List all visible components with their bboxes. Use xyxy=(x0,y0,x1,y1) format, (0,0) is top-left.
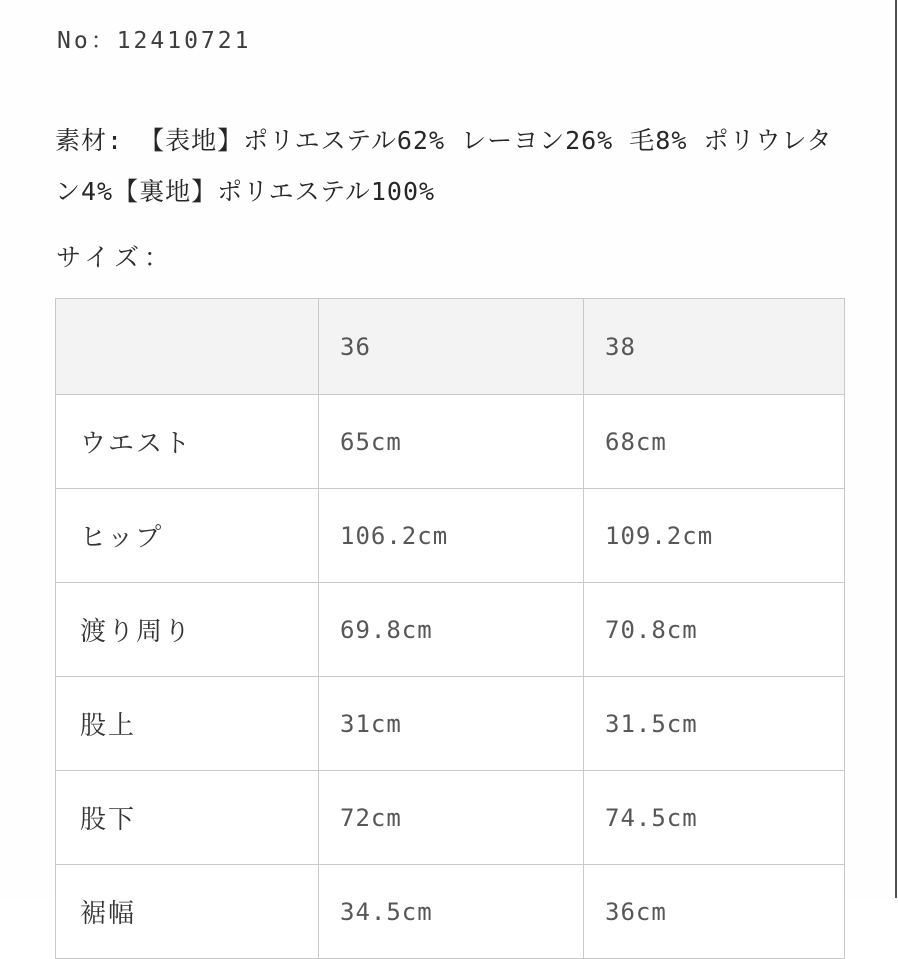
measurement-value-36: 69.8cm xyxy=(319,583,584,677)
screen-right-edge-line xyxy=(895,0,897,898)
size-column-header-blank xyxy=(56,299,319,395)
size-table-header-row xyxy=(56,299,845,395)
size-section-label: サイズ： xyxy=(56,243,175,272)
table-row-hem xyxy=(56,865,845,959)
material-label: 素材: xyxy=(55,126,124,155)
measurement-label: 股上 xyxy=(56,677,319,771)
table-row-rise xyxy=(56,677,845,771)
material-paragraph xyxy=(55,115,837,217)
measurement-value-38: 36cm xyxy=(584,865,845,959)
measurement-value-38: 70.8cm xyxy=(584,583,845,677)
size-table xyxy=(55,298,845,959)
measurement-label: 裾幅 xyxy=(56,865,319,959)
measurement-value-36: 34.5cm xyxy=(319,865,584,959)
measurement-value-36: 31cm xyxy=(319,677,584,771)
table-row-hip xyxy=(56,489,845,583)
size-column-header-38: 38 xyxy=(584,299,845,395)
table-row-waist xyxy=(56,395,845,489)
material-value: 【表地】ポリエステル62% レーヨン26% 毛8% ポリウレタン4%【裏地】ポリエステル100% xyxy=(55,126,833,206)
size-column-header-36: 36 xyxy=(319,299,584,395)
measurement-value-38: 31.5cm xyxy=(584,677,845,771)
measurement-label: 渡り周り xyxy=(56,583,319,677)
measurement-value-38: 68cm xyxy=(584,395,845,489)
measurement-label: ヒップ xyxy=(56,489,319,583)
measurement-value-36: 106.2cm xyxy=(319,489,584,583)
measurement-label: 股下 xyxy=(56,771,319,865)
table-row-thigh xyxy=(56,583,845,677)
measurement-value-36: 65cm xyxy=(319,395,584,489)
table-row-inseam xyxy=(56,771,845,865)
measurement-value-38: 74.5cm xyxy=(584,771,845,865)
measurement-value-36: 72cm xyxy=(319,771,584,865)
product-number: No：12410721 xyxy=(57,28,252,54)
measurement-value-38: 109.2cm xyxy=(584,489,845,583)
measurement-label: ウエスト xyxy=(56,395,319,489)
